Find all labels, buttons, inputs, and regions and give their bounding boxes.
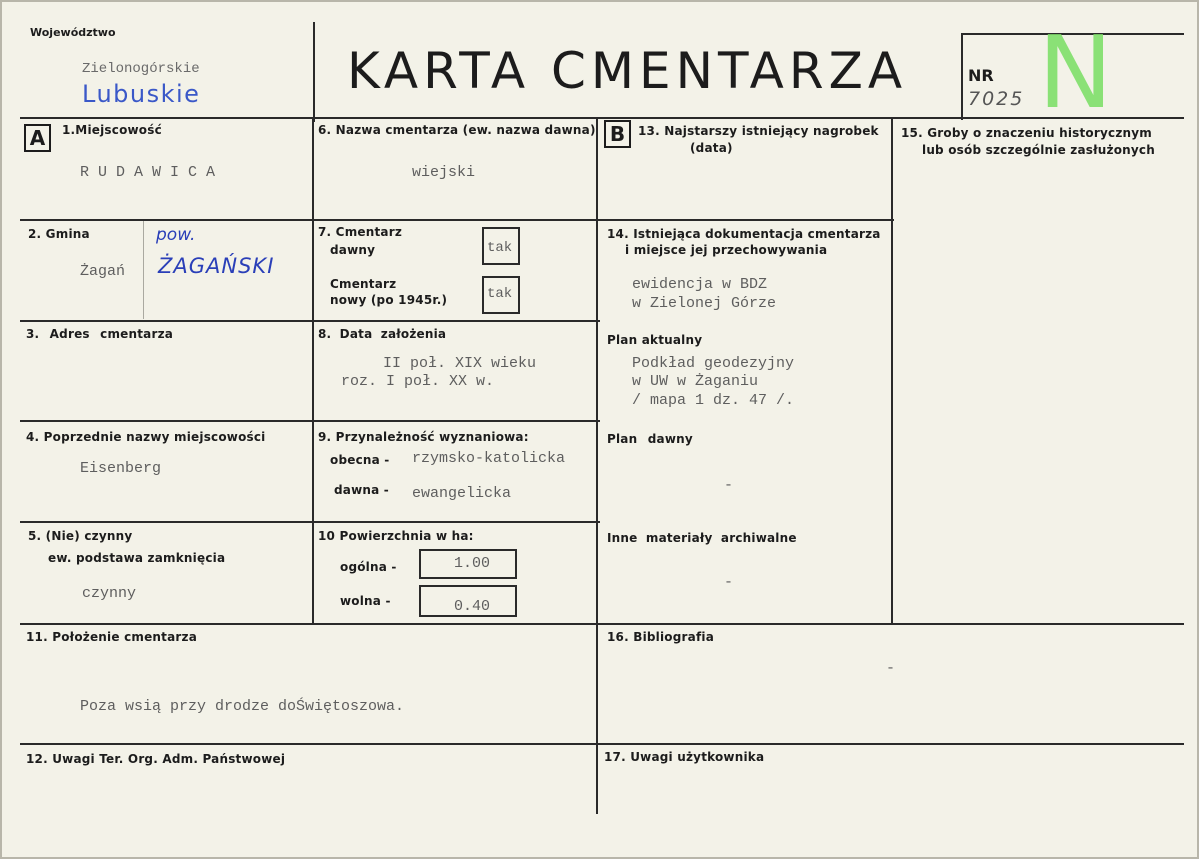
field-6-label: 6. Nazwa cmentarza (ew. nazwa dawna): [318, 123, 596, 137]
plan-dawny-value: -: [724, 477, 734, 494]
section-a-marker: A: [24, 124, 51, 152]
plan-aktualny-line2: w UW w Żaganiu: [632, 373, 759, 390]
vertical-rule-col2: [596, 118, 598, 814]
field-1-label: 1.Miejscowość: [62, 123, 162, 137]
horizontal-rule-row2: [20, 320, 600, 322]
field-6-value: wiejski: [412, 164, 476, 181]
field-9-obecna-label: obecna -: [330, 453, 390, 467]
field-14-line2: w Zielonej Górze: [632, 295, 777, 312]
voivodeship-label: Województwo: [30, 26, 116, 39]
horizontal-rule-row3: [20, 420, 600, 422]
field-8-label: 8. Data założenia: [318, 327, 447, 341]
field-11-value: Poza wsią przy drodze doŚwiętoszowa.: [80, 698, 405, 715]
field-8-line1: II poł. XIX wieku: [383, 355, 537, 372]
field-13-label: 13. Najstarszy istniejący nagrobek: [638, 124, 879, 138]
field-9-dawna-value: ewangelicka: [412, 485, 512, 502]
field-10-wolna-label: wolna -: [340, 594, 391, 608]
field-7-nowy-value: tak: [487, 286, 513, 302]
horizontal-rule-row5: [20, 623, 1184, 625]
horizontal-rule-row6: [20, 743, 1184, 745]
field-14-sublabel: i miejsce jej przechowywania: [625, 243, 828, 257]
inne-materialy-label: Inne materiały archiwalne: [607, 531, 797, 545]
voivodeship-stamp: Lubuskie: [82, 80, 201, 108]
field-16-label: 16. Bibliografia: [607, 630, 714, 644]
horizontal-rule-row1: [20, 219, 894, 221]
field-5-sublabel: ew. podstawa zamknięcia: [48, 551, 226, 565]
voivodeship-typed: Zielonogórskie: [82, 61, 200, 77]
field-9-dawna-label: dawna -: [334, 483, 389, 497]
field-8-line2: roz. I poł. XX w.: [341, 373, 495, 390]
field-4-value: Eisenberg: [80, 460, 162, 477]
field-10-wolna-value: 0.40: [454, 598, 491, 615]
field-1-value: RUDAWICA: [80, 164, 225, 181]
field-7-label: 7. Cmentarz: [318, 225, 403, 239]
vertical-rule-col3: [891, 118, 893, 625]
vertical-rule-col1: [312, 118, 314, 625]
field-14-label: 14. Istniejąca dokumentacja cmentarza: [607, 227, 881, 241]
inne-materialy-value: -: [724, 574, 734, 591]
field-4-label: 4. Poprzednie nazwy miejscowości: [26, 430, 266, 444]
field-5-value: czynny: [82, 585, 137, 602]
horizontal-rule-row4: [20, 521, 600, 523]
card-title: KARTA CMENTARZA: [347, 42, 908, 100]
nr-label: NR: [968, 66, 994, 85]
field-2-hand-note1: pow.: [156, 225, 196, 245]
field-10-label: 10 Powierzchnia w ha:: [318, 529, 474, 543]
field-13-sublabel: (data): [690, 141, 733, 155]
field-15-sublabel: lub osób szczególnie zasłużonych: [922, 143, 1155, 157]
field-7-dawny-label: dawny: [330, 243, 376, 257]
field-11-label: 11. Położenie cmentarza: [26, 630, 198, 644]
field-2-label: 2. Gmina: [28, 227, 90, 241]
field-5-label: 5. (Nie) czynny: [28, 529, 133, 543]
field-9-obecna-value: rzymsko-katolicka: [412, 450, 566, 467]
plan-aktualny-label: Plan aktualny: [607, 333, 703, 347]
field-17-label: 17. Uwagi użytkownika: [604, 750, 765, 764]
field-3-label: 3. Adres cmentarza: [26, 327, 174, 341]
horizontal-rule-header: [20, 117, 1184, 119]
field-2-hand-note2: ŻAGAŃSKI: [158, 254, 275, 278]
field-2-divider: [143, 221, 144, 319]
category-mark: N: [1038, 14, 1113, 131]
vertical-rule-header: [313, 22, 315, 122]
plan-dawny-label: Plan dawny: [607, 432, 693, 446]
plan-aktualny-line3: / mapa 1 dz. 47 /.: [632, 392, 795, 409]
field-10-ogolna-label: ogólna -: [340, 560, 397, 574]
field-12-label: 12. Uwagi Ter. Org. Adm. Państwowej: [26, 752, 286, 766]
field-7-dawny-value: tak: [487, 240, 513, 256]
field-15-label: 15. Groby o znaczeniu historycznym: [901, 126, 1152, 140]
field-10-ogolna-value: 1.00: [454, 555, 491, 572]
field-9-label: 9. Przynależność wyznaniowa:: [318, 430, 529, 444]
nr-value: 7025: [968, 88, 1025, 110]
field-16-value: -: [886, 660, 896, 677]
field-14-line1: ewidencja w BDZ: [632, 276, 768, 293]
field-7-nowy-sublabel: nowy (po 1945r.): [330, 293, 448, 307]
field-2-value: Żagań: [80, 263, 126, 280]
nr-box-left-rule: [961, 34, 963, 120]
plan-aktualny-line1: Podkład geodezyjny: [632, 355, 795, 372]
field-7-nowy-label: Cmentarz: [330, 277, 397, 291]
section-b-marker: B: [604, 120, 631, 148]
